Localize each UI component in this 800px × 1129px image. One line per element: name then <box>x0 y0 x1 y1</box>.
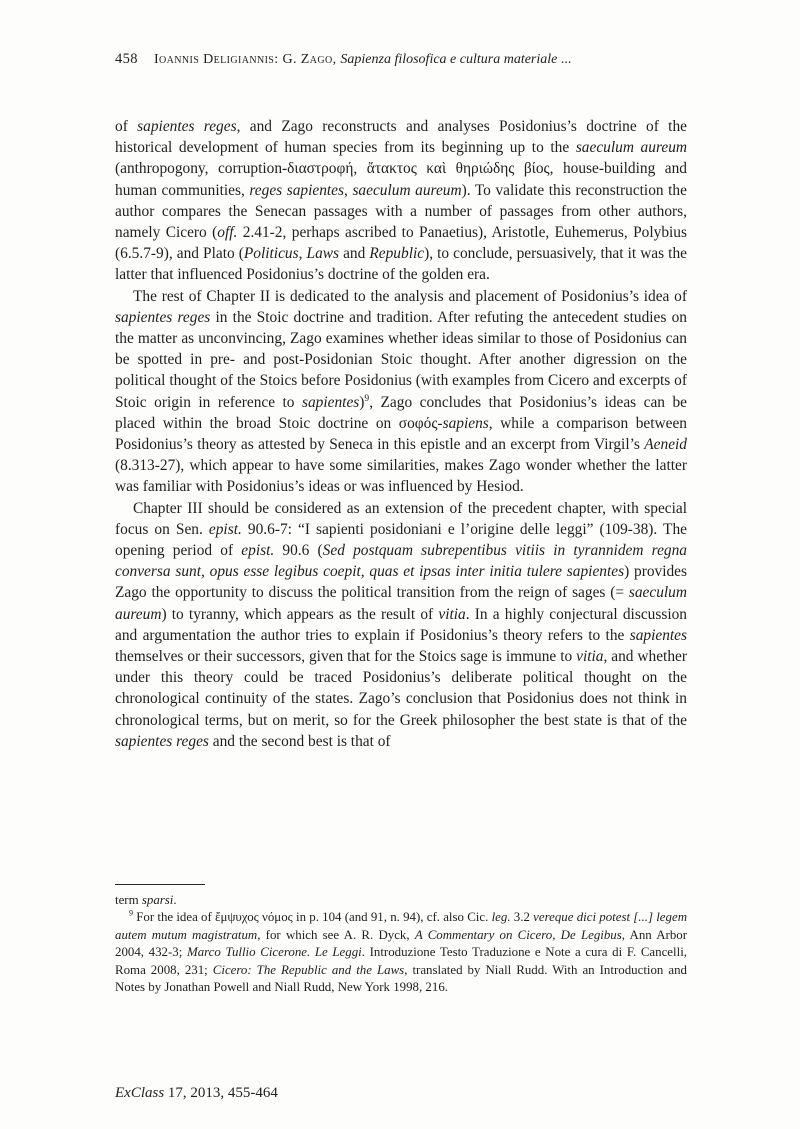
text-run: themselves or their successors, given that for the Stoics sage is immune to <box>115 648 577 666</box>
footnote-block <box>115 884 687 996</box>
text-run: 3.2 <box>510 910 534 925</box>
text-run: , Ann Arbor 2004, 432-3; <box>115 927 688 960</box>
footnote <box>115 892 687 909</box>
text-run: ) to tyranny, which appears as the result of <box>161 605 439 623</box>
text-run: epist. <box>208 520 242 538</box>
text-run: vitia <box>438 605 466 623</box>
text-run: Ioannis Deligiannis: G. Zago, <box>153 52 341 67</box>
text-run: 2.41-2, perhaps ascribed to Panaetius), Aristotle, Euhemerus, Polybius (6.5.7-9), and Plato ( <box>115 224 687 263</box>
text-run: Cicero: The Republic and the Laws <box>212 962 405 977</box>
text-run: term <box>115 893 142 907</box>
text-run: 17, 2013, 455-464 <box>164 1085 278 1101</box>
text-run: Sapienza filosofica e cultura materiale <box>340 52 558 67</box>
text-run: ) provides Zago the opportunity to discuss the political transition from the reign of sages (= <box>115 563 688 602</box>
text-run: sapientes <box>302 393 360 411</box>
text-run: , and whether under this theory could be traced Posidonius’s deliberate political thought on the chronological continuity of the states. Zago’s conclusion that Posidonius does not think in chronological terms, but on merit, so for the Greek philosopher the best state is that of the <box>115 648 687 729</box>
text-run: and the second best is that of <box>208 732 391 750</box>
page-number: 458 <box>115 51 138 67</box>
text-run: Laws <box>306 245 340 263</box>
journal-footer <box>115 1085 278 1102</box>
running-head-title <box>154 52 571 67</box>
text-run: (8.313-27), which appear to have some similarities, makes Zago wonder whether the latter was familiar with Posidonius’s ideas or was influenced by Hesiod. <box>115 457 687 496</box>
text-run: saeculum aureum <box>575 139 687 157</box>
text-run: , for which see A. R. Dyck, <box>257 927 415 942</box>
text-run: , Zago concludes that Posidonius’s ideas can be placed within the broad Stoic doctrine on σοφός- <box>115 393 687 432</box>
text-run: sparsi <box>141 893 174 907</box>
footnote-ref: 9 <box>129 909 133 919</box>
text-run: ). To validate this reconstruction the author compares the Senecan passages with a number of passages from other authors, namely Cicero ( <box>115 181 687 242</box>
text-run: Aeneid <box>644 436 687 454</box>
footnote-ref: 9 <box>364 392 370 404</box>
text-run: sapientes reges <box>115 732 209 750</box>
footnotes <box>115 892 687 996</box>
text-run: ... <box>557 52 572 67</box>
text-run: The rest of Chapter II is dedicated to the analysis and placement of Posidonius’s idea of <box>133 287 687 305</box>
text-run: vitia <box>576 648 604 666</box>
text-run: For the idea of ἔμψυχος νόμος in p. 104 (and 91, n. 94), cf. also Cic. <box>133 910 492 925</box>
footnote <box>115 909 687 996</box>
text-run: Sed postquam subrepentibus vitiis in tyrannidem regna conversa sunt, opus esse legibus coepit, quas et ipsas inter initia tulere sapientes <box>115 542 688 581</box>
text-run: , and Zago reconstructs and analyses Posidonius’s doctrine of the historical development of human species from its beginning up to the <box>115 118 687 157</box>
text-run: Chapter III should be considered as an extension of the precedent chapter, with special focus on Sen. <box>115 499 687 538</box>
text-run: saeculum aureum <box>352 181 462 199</box>
text-run: vereque dici potest [...] legem autem mutum magistratum <box>115 910 688 942</box>
text-run: . In a highly conjectural discussion and argumentation the author tries to explain if Posidonius’s theory refers to the <box>115 605 687 644</box>
paragraph <box>115 116 687 286</box>
text-run: off. <box>217 224 238 242</box>
text-run: 90.6 ( <box>274 542 323 560</box>
text-run: saeculum aureum <box>115 584 687 623</box>
text-run: Marco Tullio Cicerone. Le Leggi <box>186 945 362 960</box>
text-run: (anthropogony, corruption-διαστροφή, ἄτακτος καὶ θηριώδης βίος, house-building and human communities, <box>115 160 687 199</box>
text-run: ), to conclude, persuasively, that it was the latter that influenced Posidonius’s doctrine of the golden era. <box>115 245 687 284</box>
paragraph <box>115 498 687 752</box>
text-run: sapientes <box>629 626 687 644</box>
text-run: ) <box>359 393 365 411</box>
text-run: sapientes reges <box>115 308 211 326</box>
text-run: . <box>173 893 177 907</box>
body-paragraphs <box>115 116 687 752</box>
text-run: A Commentary on Cicero, De Legibus <box>414 927 622 942</box>
text-run: in the Stoic doctrine and tradition. After refuting the antecedent studies on the matter as unconvincing, Zago examines whether ideas similar to those of Posidonius can be spotted in pre- and post-Posidonian Stoic thought. After another digression on the political thought of the Stoics before Posidonius (with examples from Cicero and excerpts of Stoic origin in reference to <box>115 308 687 411</box>
paragraph <box>115 286 687 498</box>
text-run: reges sapientes <box>249 181 345 199</box>
footnote-separator <box>115 884 205 885</box>
text-run: ExClass <box>115 1085 165 1101</box>
text-run: 90.6-7: “I sapienti posidoniani e l’origine delle leggi” (109-38). The opening period of <box>115 520 687 560</box>
text-run: and <box>339 245 370 263</box>
text-run: of <box>115 118 138 135</box>
text-run: Republic <box>369 245 425 263</box>
text-run: , translated by Niall Rudd. With an Introduction and Notes by Jonathan Powell and Niall Rudd, New York 1998, 216. <box>115 962 687 995</box>
running-header <box>115 51 687 68</box>
text-run: , while a comparison between Posidonius’s theory as attested by Seneca in this epistle and an excerpt from Virgil’s <box>115 414 688 454</box>
text-run: . Introduzione Testo Traduzione e Note a cura di F. Cancelli, Roma 2008, 231; <box>115 945 687 977</box>
text-run: sapiens <box>442 414 489 432</box>
text-run: epist. <box>241 542 275 560</box>
text-run: , <box>344 181 353 199</box>
text-run: sapientes reges <box>137 118 237 135</box>
text-run: , <box>298 245 307 263</box>
text-run: leg. <box>491 910 511 925</box>
text-run: Politicus <box>243 245 299 263</box>
